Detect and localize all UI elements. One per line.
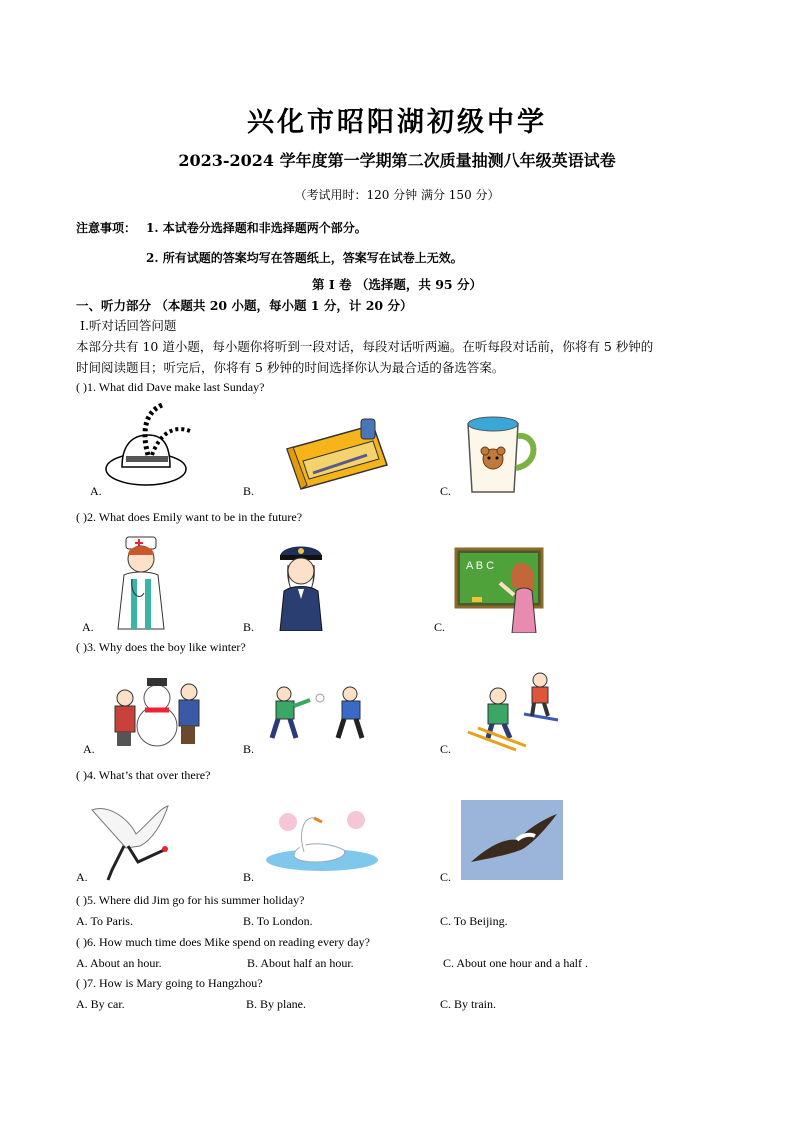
exam-info: （考试用时：120 分钟 满分 150 分）	[294, 188, 500, 202]
q7-option-a: A. By car.	[76, 997, 125, 1011]
question-4: ( )4. What’s that over there?	[76, 768, 211, 782]
eagle-image	[461, 800, 563, 880]
snowman-image	[107, 670, 209, 748]
q2-option-c: C.	[434, 620, 446, 634]
q2-option-b: B.	[243, 620, 255, 634]
q1-option-b: B.	[243, 484, 255, 498]
school-name: 兴化市昭阳湖初级中学	[247, 107, 547, 138]
question-2: ( )2. What does Emily want to be in the future?	[76, 510, 303, 524]
swan-image	[264, 806, 380, 872]
chalkboard-text: A B C	[466, 560, 495, 572]
pencil-case-image	[283, 415, 391, 495]
q2-option-a: A.	[82, 620, 94, 634]
intro-line-1: 本部分共有 10 道小题，每小题你将听到一段对话，每段对话听两遍。在听每段对话前，你将有 5 秒钟的	[76, 339, 654, 354]
intro-line-2: 时间阅读题目；听完后，你将有 5 秒钟的时间选择你认为最合适的备选答案。	[76, 360, 505, 375]
policewoman-image	[274, 543, 328, 631]
q4-option-b: B.	[243, 870, 255, 884]
mug-image	[462, 412, 542, 496]
nurse-image	[104, 535, 178, 631]
q1-option-c: C.	[440, 484, 452, 498]
question-3: ( )3. Why does the boy like winter?	[76, 640, 246, 654]
q5-option-b: B. To London.	[243, 914, 313, 928]
section1-intro	[76, 336, 726, 378]
q4-option-a: A.	[76, 870, 88, 884]
q3-option-c: C.	[440, 742, 452, 756]
snowball-fight-image	[266, 684, 368, 740]
q3-option-a: A.	[83, 742, 95, 756]
question-6: ( )6. How much time does Mike spend on reading every day?	[76, 935, 370, 949]
q1-option-a: A.	[90, 484, 102, 498]
skiing-image	[464, 668, 560, 754]
q6-option-b: B. About half an hour.	[247, 956, 354, 970]
q7-option-b: B. By plane.	[246, 997, 306, 1011]
question-5: ( )5. Where did Jim go for his summer holiday?	[76, 893, 305, 907]
q7-option-c: C. By train.	[440, 997, 496, 1011]
q4-option-c: C.	[440, 870, 452, 884]
teacher-image	[454, 547, 546, 633]
q3-option-b: B.	[243, 742, 255, 756]
question-7: ( )7. How is Mary going to Hangzhou?	[76, 976, 263, 990]
q6-option-c: C. About one hour and a half .	[443, 956, 588, 970]
notes-label: 注意事项：	[76, 221, 137, 235]
question-1: ( )1. What did Dave make last Sunday?	[76, 380, 265, 394]
q6-option-a: A. About an hour.	[76, 956, 162, 970]
volume-title: 第 I 卷 （选择题，共 95 分）	[311, 277, 482, 292]
hat-image	[104, 403, 192, 491]
exam-title: 2023-2024 学年度第一学期第二次质量抽测八年级英语试卷	[178, 151, 616, 170]
crane-image	[88, 800, 170, 882]
notes-item-1: 1. 本试卷分选择题和非选择题两个部分。	[146, 221, 367, 235]
notes-item-2: 2. 所有试题的答案均写在答题纸上，答案写在试卷上无效。	[146, 251, 463, 265]
section1-title: I.听对话回答问题	[80, 318, 177, 333]
part1-title: 一、听力部分 （本题共 20 小题，每小题 1 分，计 20 分）	[76, 298, 413, 313]
q5-option-c: C. To Beijing.	[440, 914, 508, 928]
q5-option-a: A. To Paris.	[76, 914, 133, 928]
